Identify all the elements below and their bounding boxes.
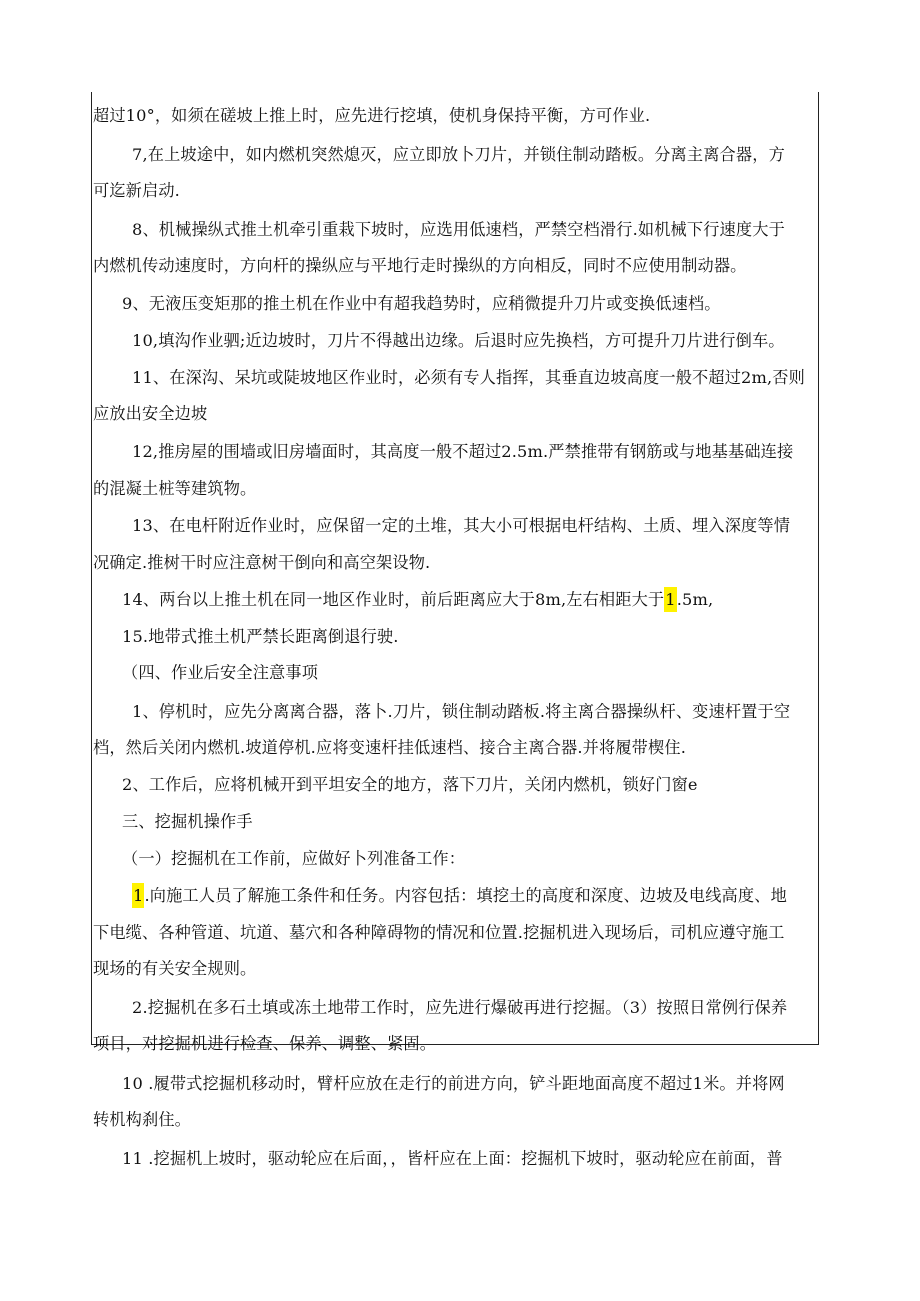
text-run: .5m,	[676, 590, 714, 609]
text-line: 2、工作后，应将机械开到平坦安全的地方，落下刀片，关闭内燃机，锁好门窗e	[122, 775, 698, 794]
text-line: 项目，对挖掘机进行检查、保养、调整、紧固。	[93, 1034, 437, 1053]
text-line: 档，然后关闭内燃机.坡道停机.应将变速杆挂低速档、接合主离合器.并将履带楔住.	[93, 738, 686, 757]
text-line: 可迄新启动.	[93, 181, 180, 200]
text-line: 8、机械操纵式推土机牵引重栽下坡时，应选用低速档，严禁空档滑行.如机械下行速度大于	[132, 220, 785, 239]
section-heading: （四、作业后安全注意事项	[122, 663, 319, 682]
text-line: 10,填沟作业驷;近边坡时，刀片不得越出边缘。后退时应先换档，方可提升刀片进行倒车。	[132, 331, 785, 350]
text-line: 应放出安全边坡	[93, 404, 208, 423]
text-line: 1、停机时，应先分离离合器，落卜.刀片，锁住制动踏板.将主离合器操纵杆、变速杆置于空	[132, 702, 791, 721]
text-line: 11、在深沟、呆坑或陡坡地区作业时，必须有专人指挥，其垂直边坡高度一般不超过2m,否则	[132, 368, 805, 387]
highlighted-text: 1	[132, 883, 144, 908]
text-line: 15.地带式推土机严禁长距离倒退行驶.	[122, 627, 399, 646]
text-line: 的混凝土桩等建筑物。	[93, 479, 257, 498]
text-line: 2.挖掘机在多石土填或冻土地带工作时，应先进行爆破再进行挖掘。（3）按照日常例行保养	[132, 998, 788, 1017]
text-line: 12,推房屋的围墙或旧房墙面时，其高度一般不超过2.5m.严禁推带有钢筋或与地基基础连接	[132, 442, 794, 461]
text-line: 现场的有关安全规则。	[93, 959, 257, 978]
text-line	[132, 884, 787, 908]
text-line: 转机构刹住。	[93, 1110, 192, 1129]
text-run: .向施工人员了解施工条件和任务。内容包括：填挖土的高度和深度、边坡及电线高度、地	[144, 886, 787, 905]
text-line: 内燃机传动速度时，方向杆的操纵应与平地行走时操纵的方向相反，同时不应使用制动器。	[93, 256, 747, 275]
section-heading: （一）挖掘机在工作前，应做好卜列准备工作：	[122, 849, 466, 868]
text-line: 7,在上坡途中，如内燃机突然熄灭，应立即放卜刀片，并锁住制动踏板。分离主离合器，方	[132, 145, 785, 164]
section-heading: 三、挖掘机操作手	[122, 812, 253, 831]
highlighted-text: 1	[664, 587, 676, 612]
text-line: 况确定.推树干时应注意树干倒向和高空架设物.	[93, 553, 431, 572]
text-line: 11 .挖掘机上坡时，驱动轮应在后面，，皆杆应在上面：挖掘机下坡时，驱动轮应在前面，普	[122, 1149, 783, 1168]
text-line: 13、在电杆附近作业时，应保留一定的土堆，其大小可根据电杆结构、土质、埋入深度等情	[132, 516, 791, 535]
text-line: 下电缆、各种管道、坑道、墓穴和各种障碍物的情况和位置.挖掘机进入现场后，司机应遵守施工	[93, 923, 785, 942]
text-run: 14、两台以上推土机在同一地区作业时，前后距离应大于8m,左右相距大于	[122, 590, 665, 609]
text-line: 9、无液压变矩那的推土机在作业中有超我趋势时，应稍微提升刀片或变换低速档。	[122, 294, 721, 313]
text-line: 超过10°，如须在磋坡上推上时，应先进行挖填，使机身保持平衡，方可作业.	[93, 106, 651, 125]
text-line: 10 .履带式挖掘机移动时，臂杆应放在走行的前进方向，铲斗距地面高度不超过1米。并将网	[122, 1074, 785, 1093]
text-line	[122, 588, 713, 612]
